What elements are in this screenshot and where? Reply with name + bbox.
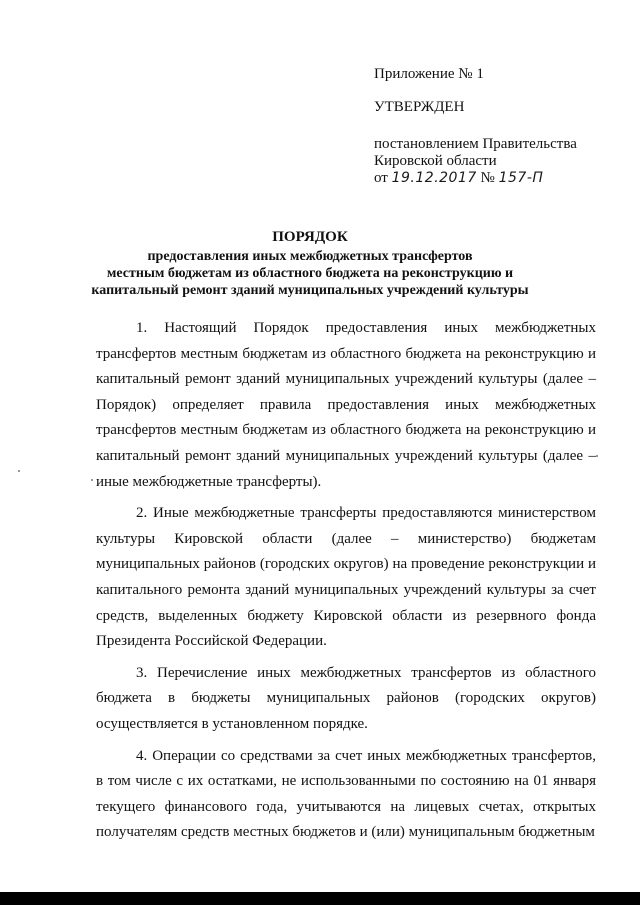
document-title-block xyxy=(90,228,530,299)
paragraph-3: 3. Перечисление иных межбюджетных трансфертов из областного бюджета в бюджеты муниципальных районов (городских округов) осуществляется в установленном порядке. xyxy=(96,664,596,732)
scan-speck xyxy=(18,470,20,472)
number-sign: № xyxy=(480,170,495,186)
approved-label: УТВЕРЖДЕН xyxy=(374,99,465,115)
document-body xyxy=(96,316,596,852)
decree-line-2: Кировской области xyxy=(374,153,497,169)
scan-speck xyxy=(596,455,598,457)
subtitle-line-3: капитальный ремонт зданий муниципальных учреждений культуры xyxy=(91,283,529,298)
approval-header xyxy=(374,66,624,187)
handwritten-date: 19.12.2017 xyxy=(391,170,477,186)
paragraph-1: 1. Настоящий Порядок предоставления иных межбюджетных трансфертов местным бюджетам из областного бюджета на реконструкцию и капитальный ремонт зданий муниципальных учреждений культуры (далее – Порядок) определяет правила предоставления иных межбюджетных трансфертов местным бюджетам из областного бюджета на реконструкцию и капитальный ремонт зданий муниципальных учреждений культуры (далее – иные межбюджетные трансферты). xyxy=(96,320,596,490)
scan-speck xyxy=(91,479,93,481)
paragraph-4: 4. Операции со средствами за счет иных межбюджетных трансфертов, в том числе с их остатками, не использованными по состоянию на 01 января текущего финансового года, учитываются на лицевых счетах, открытых получателям средств местных бюджетов и (или) муниципальным бюджетным xyxy=(96,747,596,841)
decree-line-1: постановлением Правительства xyxy=(374,136,577,152)
subtitle-line-2: местным бюджетам из областного бюджета на реконструкцию и xyxy=(106,266,514,281)
date-prefix: от xyxy=(374,170,388,186)
subtitle-line-1: предоставления иных межбюджетных трансфертов xyxy=(147,249,473,264)
decree-date-line xyxy=(374,170,543,186)
paragraph-2: 2. Иные межбюджетные трансферты предоставляются министерством культуры Кировской области (далее – министерство) бюджетам муниципальных районов (городских округов) на проведение реконструкции и капитального ремонта зданий муниципальных учреждений культуры за счет средств, выделенных бюджету Кировской области из резервного фонда Президента Российской Федерации. xyxy=(96,505,596,650)
handwritten-number: 157-П xyxy=(498,170,544,186)
scan-bottom-edge xyxy=(0,892,640,905)
document-title: ПОРЯДОК xyxy=(272,229,348,245)
appendix-label: Приложение № 1 xyxy=(374,66,484,82)
